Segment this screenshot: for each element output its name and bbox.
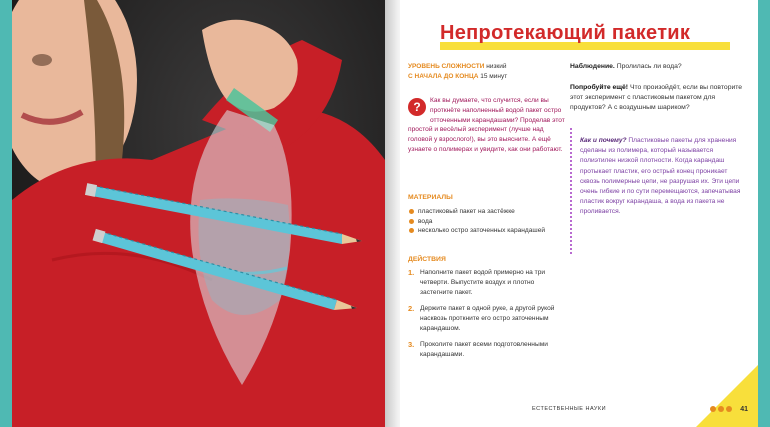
try-again [570, 83, 750, 114]
difficulty-value: низкий [486, 63, 507, 70]
step-number: 1. [408, 268, 415, 277]
step-number: 2. [408, 304, 415, 313]
step-text: Проколите пакет всеми подготовленными карандашами. [420, 341, 548, 358]
page-title: Непротекающий пакетик [440, 22, 691, 44]
difficulty-meta [408, 62, 568, 82]
try-again-text: Что произойдёт, если вы повторите этот эксперимент с пластиковым пакетом для продуктов? А с воздушным шариком? [570, 84, 743, 112]
experiment-photo [12, 0, 385, 427]
observation [570, 62, 750, 72]
section-footer: ЕСТЕСТВЕННЫЕ НАУКИ [532, 406, 607, 412]
right-teal-frame [758, 0, 770, 427]
how-why-box [570, 128, 748, 254]
difficulty-label: УРОВЕНЬ СЛОЖНОСТИ [408, 63, 485, 70]
observation-label: Наблюдение. [570, 63, 615, 70]
step-item [408, 268, 568, 298]
step-item [408, 304, 568, 334]
time-value: 15 минут [480, 73, 508, 80]
try-again-label: Попробуйте ещё! [570, 84, 629, 91]
time-label: С НАЧАЛА ДО КОНЦА [408, 73, 479, 80]
intro-question-text: Как вы думаете, что случится, если вы проткнёте наполненный водой пакет остро отточенными карандашами? Проделав этот простой и весёлый эксперимент (лучше над головой у взрослого!), вы это выясните. А ещё узнаете о полимерах и увидите, как они работают. [408, 97, 565, 153]
page-number: 41 [740, 406, 748, 413]
step-item [408, 340, 568, 360]
steps-heading: ДЕЙСТВИЯ [408, 256, 446, 263]
observation-text: Пролилась ли вода? [616, 63, 682, 70]
how-why-label: Как и почему? [580, 137, 627, 144]
list-item: вода [408, 217, 568, 227]
text-page [400, 0, 758, 427]
step-number: 3. [408, 340, 415, 349]
list-item: несколько остро заточенных карандашей [408, 226, 568, 236]
how-why-text: Пластиковые пакеты для хранения сделаны из полимера, который называется полиэтилен низкой плотности. Когда карандаш протыкает пластик, его острый конец проникает сквозь полимерные цепи, не разрушая их. Эти цепи очень гибкие и по сути перемещаются, запечатывая пластик вокруг карандаша, а вода из пакета не проливается. [580, 137, 741, 216]
question-mark-icon: ? [408, 98, 426, 116]
materials-list [408, 207, 568, 236]
materials-heading: МАТЕРИАЛЫ [408, 194, 453, 201]
steps-list [408, 268, 568, 366]
intro-question [408, 96, 568, 155]
photo-illustration [12, 0, 385, 427]
step-text: Держите пакет в одной руке, а другой рукой насквозь проткните его остро заточенным карандашом. [420, 305, 555, 332]
list-item: пластиковый пакет на застёжке [408, 207, 568, 217]
title-block [440, 20, 730, 54]
step-text: Наполните пакет водой примерно на три четверти. Выпустите воздух и плотно застегните пакет. [420, 269, 546, 296]
page-corner-decoration [696, 365, 758, 427]
corner-dots-decoration [710, 399, 740, 407]
left-teal-frame [0, 0, 12, 427]
hand [202, 20, 298, 112]
